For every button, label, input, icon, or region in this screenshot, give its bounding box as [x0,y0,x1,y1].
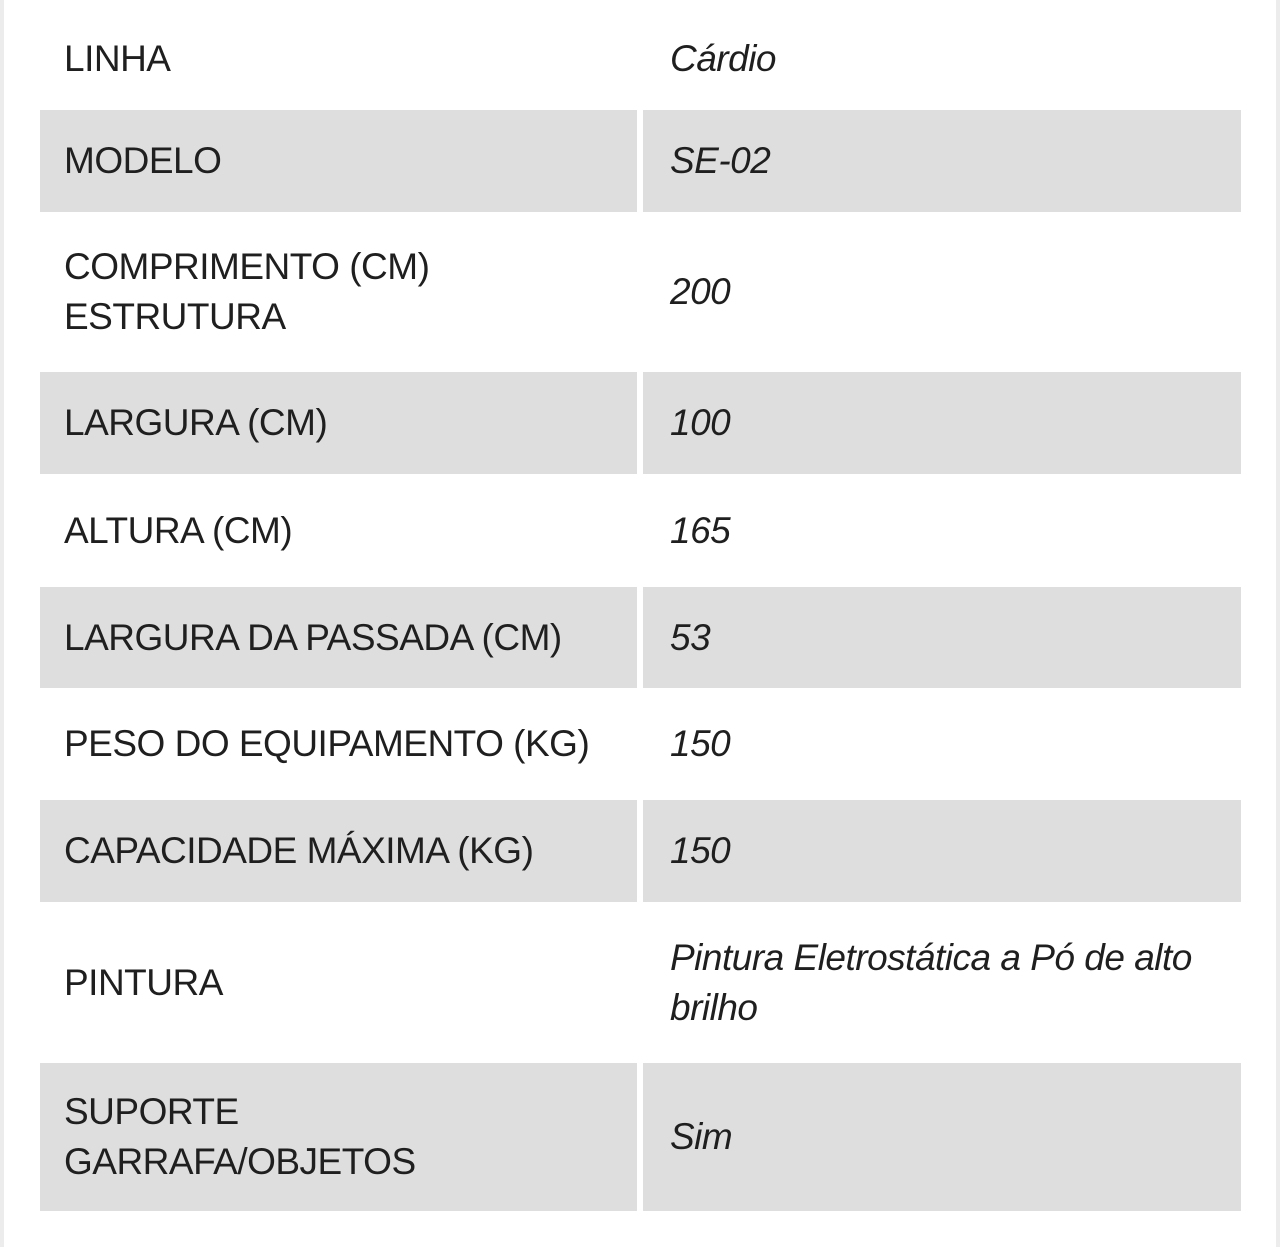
spec-value: Sim [643,1063,1241,1211]
spec-value: SE-02 [643,110,1241,212]
spec-label: LINHA [64,38,171,79]
spec-label: PESO DO EQUIPAMENTO (KG) [64,723,590,764]
spec-value: 165 [670,509,731,551]
spec-value: 200 [670,271,731,312]
spec-row-modelo [40,110,1241,212]
spec-value: 150 [670,723,731,764]
spec-label: SUPORTE GARRAFA/OBJETOS [40,1063,637,1211]
spec-value: Cárdio [670,38,776,79]
spec-row-altura [40,474,1241,587]
spec-value: 150 [643,800,1241,902]
specifications-table [40,4,1241,1211]
spec-row-largura-passada [40,587,1241,688]
spec-label: LARGURA (CM) [40,372,637,474]
spec-row-suporte [40,1063,1241,1211]
spec-value: 53 [643,587,1241,688]
left-edge-border [0,0,4,1247]
spec-row-largura [40,372,1241,474]
spec-value: Pintura Eletrostática a Pó de alto brilho [670,936,1192,1028]
right-edge-border [1276,0,1280,1247]
spec-value: 100 [643,372,1241,474]
spec-row-comprimento [40,212,1241,372]
spec-row-linha [40,4,1241,110]
spec-label: MODELO [40,110,637,212]
spec-label: COMPRIMENTO (CM) ESTRUTURA [64,246,430,337]
spec-label: LARGURA DA PASSADA (CM) [40,587,637,688]
spec-label: CAPACIDADE MÁXIMA (KG) [40,800,637,902]
spec-row-capacidade [40,800,1241,902]
spec-label: ALTURA (CM) [64,509,293,551]
spec-row-peso [40,688,1241,800]
spec-label: PINTURA [64,961,223,1003]
spec-row-pintura [40,902,1241,1063]
